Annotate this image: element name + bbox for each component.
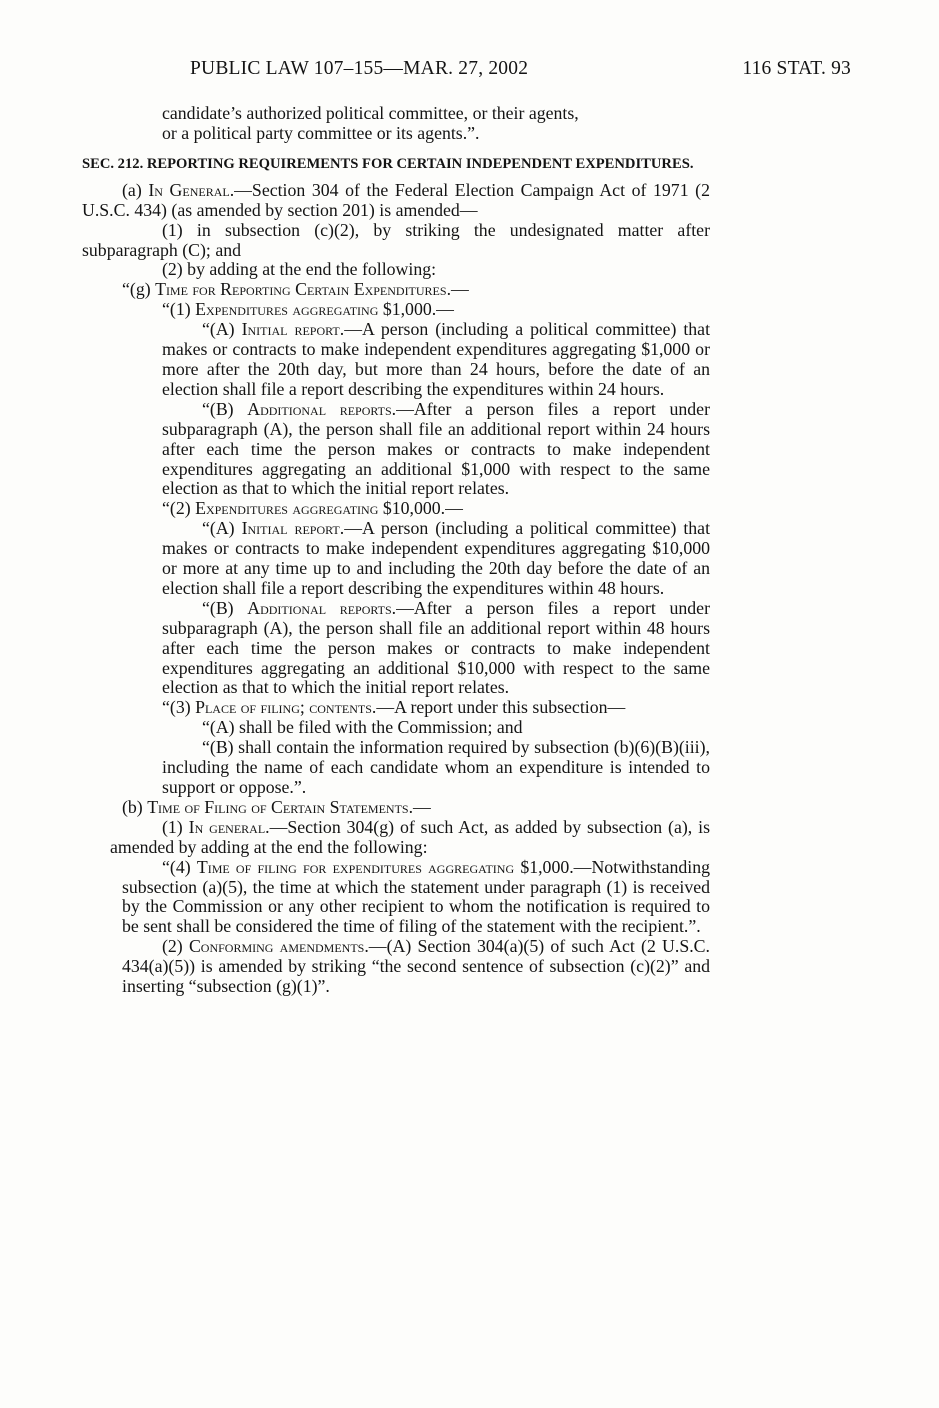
g4-heading: Time of filing for expenditures aggregating $1,000 bbox=[196, 856, 570, 877]
paragraph-b1 bbox=[82, 818, 710, 858]
subsection-a-label: (a) bbox=[122, 179, 149, 200]
b2-label: (2) bbox=[162, 936, 189, 957]
paragraph-g4 bbox=[82, 858, 710, 938]
g1-end: .— bbox=[431, 299, 454, 320]
g1-label: “(1) bbox=[162, 299, 196, 320]
g1A-label: “(A) bbox=[202, 319, 242, 340]
subparagraph-g3A: “(A) shall be filed with the Commission; and bbox=[202, 717, 523, 738]
b1-heading: In general bbox=[188, 816, 266, 837]
g-end: .— bbox=[446, 279, 469, 300]
header-stat-page: 116 STAT. 93 bbox=[742, 58, 851, 79]
subparagraph-g1B bbox=[82, 400, 710, 500]
g2B-text: .—After a person files a report under subparagraph (A), the person shall file an additional report within 48 hours after each time the person makes or contracts to make independent expenditures aggregating an additional $10,000 with respect to the same election as that to which the initial report relates. bbox=[162, 597, 710, 698]
g-label: “(g) bbox=[122, 279, 156, 300]
g1B-label: “(B) bbox=[202, 398, 248, 419]
paragraph-g3 bbox=[82, 698, 710, 718]
g2A-label: “(A) bbox=[202, 518, 242, 539]
b1-text: .—Section 304(g) of such Act, as added by subsection (a), is amended by adding at the end the following: bbox=[110, 816, 710, 857]
g3-text: .—A report under this subsection— bbox=[371, 697, 626, 718]
continuation-line-1: candidate’s authorized political committee, or their agents, bbox=[162, 103, 579, 123]
g4-text: .—Notwithstanding subsection (a)(5), the time at which the statement under paragraph (1) is received by the Commission or any other recipient to whom the notification is required to be sent shall be considered the time of filing of the statement with the recipient.”. bbox=[122, 856, 710, 937]
b1-label: (1) bbox=[162, 816, 189, 837]
g2B-label: “(B) bbox=[202, 597, 248, 618]
subparagraph-g2A bbox=[82, 519, 710, 599]
paragraph-g1-heading bbox=[82, 300, 710, 320]
paragraph-a2: (2) by adding at the end the following: bbox=[162, 259, 437, 280]
g2-heading: Expenditures aggregating $10,000 bbox=[195, 498, 441, 519]
g-heading: Time for Reporting Certain Expenditures bbox=[155, 279, 447, 300]
body-text bbox=[82, 104, 710, 997]
b-heading: Time of Filing of Certain Statements bbox=[147, 796, 409, 817]
g2B-heading: Additional reports bbox=[247, 597, 392, 618]
b-label: (b) bbox=[122, 796, 148, 817]
subsection-b-heading bbox=[82, 798, 710, 818]
g1B-heading: Additional reports bbox=[247, 398, 392, 419]
g2A-text: .—A person (including a political committee) that makes or contracts to make independent expenditures aggregating $10,000 or more at any time up to and including the 20th day before the date of an election shall file a report describing the expenditures within 48 hours. bbox=[162, 518, 711, 598]
subparagraph-g1A bbox=[82, 320, 710, 400]
subsection-a bbox=[82, 181, 710, 221]
g1A-text: .—A person (including a political committee) that makes or contracts to make independent expenditures aggregating $1,000 or more after the 20th day, but more than 24 hours, before the date of an election shall file a report describing the expenditures within 24 hours. bbox=[162, 319, 711, 399]
paragraph-a1: (1) in subsection (c)(2), by striking the undesignated matter after subparagraph (C); and bbox=[82, 219, 710, 260]
subparagraph-g2B bbox=[82, 599, 710, 699]
section-heading: SEC. 212. REPORTING REQUIREMENTS FOR CERTAIN INDEPENDENT EXPENDITURES. bbox=[82, 155, 694, 172]
b-end: .— bbox=[408, 796, 431, 817]
b2-heading: Conforming amendments bbox=[188, 936, 365, 957]
g3-label: “(3) bbox=[162, 697, 196, 718]
g2-end: .— bbox=[440, 498, 463, 519]
continuation-line-2: or a political party committee or its agents.”. bbox=[162, 122, 480, 143]
g1B-text: .—After a person files a report under subparagraph (A), the person shall file an additional report within 24 hours after each time the person makes or contracts to make independent expenditures aggregating an additional $1,000 with respect to the same election as that to which the initial report relates. bbox=[162, 398, 710, 499]
subparagraph-g3B: “(B) shall contain the information required by subsection (b)(6)(B)(iii), including the name of each candidate whom an expenditure is intended to support or oppose.”. bbox=[162, 737, 710, 797]
subsection-a-text: .—Section 304 of the Federal Election Campaign Act of 1971 (2 U.S.C. 434) (as amended by section 201) is amended— bbox=[82, 179, 710, 220]
header-title: PUBLIC LAW 107–155—MAR. 27, 2002 bbox=[190, 58, 529, 79]
g2-label: “(2) bbox=[162, 498, 196, 519]
paragraph-g2-heading bbox=[82, 499, 710, 519]
g2A-heading: Initial report bbox=[241, 518, 340, 539]
subsection-g-heading bbox=[82, 280, 710, 300]
g4-label: “(4) bbox=[162, 856, 197, 877]
g1A-heading: Initial report bbox=[241, 319, 340, 340]
subsection-a-heading: In General bbox=[148, 179, 230, 200]
g3-heading: Place of filing; contents bbox=[195, 697, 372, 718]
b2-text: .—(A) Section 304(a)(5) of such Act (2 U.S.C. 434(a)(5)) is amended by striking “the second sentence of subsection (c)(2)” and inserting “subsection (g)(1)”. bbox=[122, 936, 710, 997]
page-header bbox=[0, 58, 939, 84]
g1-heading: Expenditures aggregating $1,000 bbox=[195, 299, 432, 320]
paragraph-b2 bbox=[82, 937, 710, 997]
